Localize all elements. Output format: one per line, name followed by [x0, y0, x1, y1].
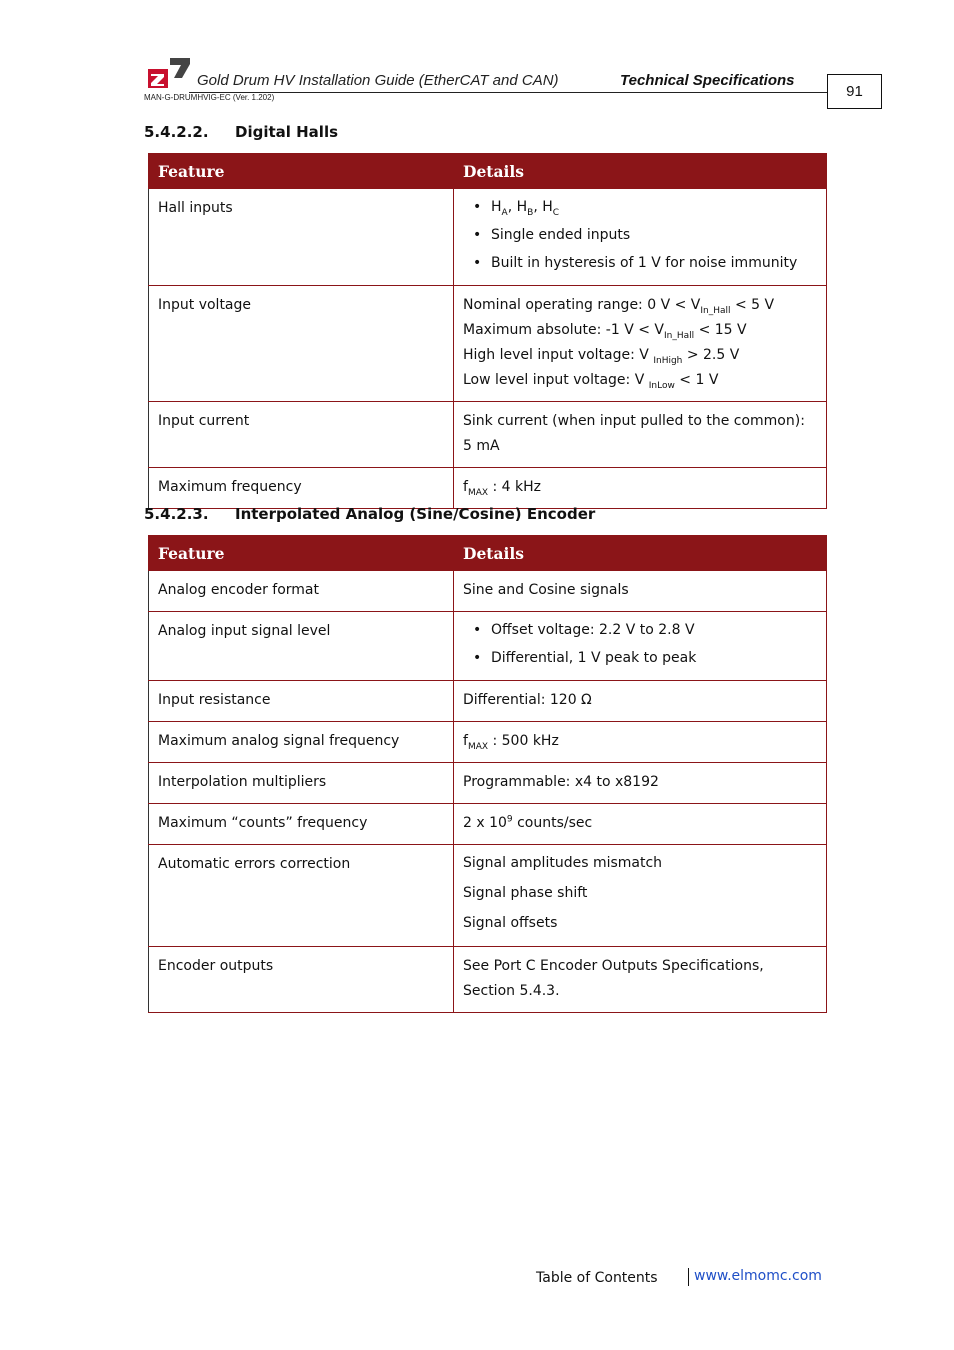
feature-cell: Analog encoder format	[149, 571, 454, 612]
details-cell	[454, 189, 827, 286]
halls-heading	[144, 123, 338, 141]
table-row	[149, 804, 827, 845]
details-cell: $f_{MAX}$ : 4 kHz	[454, 468, 827, 509]
website-link[interactable]: www.elmomc.com	[694, 1268, 822, 1284]
table-row	[149, 571, 827, 612]
list-item: • Single ended inputs	[491, 221, 818, 249]
details-cell	[454, 612, 827, 681]
encoder-table	[148, 535, 827, 1013]
feature-cell: Maximum analog signal frequency	[149, 722, 454, 763]
header-section-title: Technical Specifications	[620, 72, 795, 89]
footer-separator	[688, 1268, 689, 1286]
feature-cell: Encoder outputs	[149, 947, 454, 1013]
feature-cell: Input voltage	[149, 286, 454, 402]
table-row	[149, 722, 827, 763]
col-header-feature: Feature	[149, 154, 454, 189]
detail-line: Maximum absolute: -1 $V < V_{In\_Hall} < 15$ V	[463, 322, 747, 341]
list-item: • Offset voltage: 2.2 V to 2.8 V	[491, 616, 818, 644]
details-cell: See Port C Encoder Outputs Specifications, Section 5.4.3.	[454, 947, 827, 1013]
col-header-details: Details	[454, 154, 827, 189]
bullet-list	[463, 193, 818, 277]
feature-cell: Maximum “counts” frequency	[149, 804, 454, 845]
col-header-feature: Feature	[149, 536, 454, 571]
table-row	[149, 681, 827, 722]
document-title: Gold Drum HV Installation Guide (EtherCAT and CAN)	[197, 72, 559, 89]
col-header-details: Details	[454, 536, 827, 571]
halls-section-title: Digital Halls	[235, 123, 339, 141]
encoder-heading	[144, 505, 595, 523]
page-number: 91	[827, 74, 882, 109]
details-cell: 2 x $10^9$ counts/sec	[454, 804, 827, 845]
table-row	[149, 845, 827, 947]
feature-cell: Interpolation multipliers	[149, 763, 454, 804]
bullet-list	[463, 616, 818, 672]
header-rule	[189, 92, 827, 93]
halls-table	[148, 153, 827, 509]
table-row	[149, 947, 827, 1013]
table-row	[149, 612, 827, 681]
detail-line: Low level input voltage: V $_{InLow}$ < 1 V	[463, 372, 719, 391]
encoder-section-number: 5.4.2.3.	[144, 505, 209, 523]
details-cell: Differential: 120 Ω	[454, 681, 827, 722]
detail-line: Signal phase shift	[463, 885, 588, 901]
detail-line: Nominal operating range: 0 $V < V_{In\_Hall} < 5$ V	[463, 297, 775, 316]
table-row	[149, 286, 827, 402]
feature-cell: Automatic errors correction	[149, 845, 454, 947]
list-item: • Differential, 1 V peak to peak	[491, 644, 818, 672]
table-header-row	[149, 536, 827, 571]
feature-cell: Hall inputs	[149, 189, 454, 286]
elmo-logo	[148, 58, 190, 88]
details-cell: Programmable: x4 to x8192	[454, 763, 827, 804]
feature-cell: Input current	[149, 402, 454, 468]
document-code: MAN-G-DRUMHVIG-EC (Ver. 1.202)	[144, 93, 275, 102]
details-cell: $f_{MAX}$ : 500 kHz	[454, 722, 827, 763]
table-header-row	[149, 154, 827, 189]
details-cell: Sink current (when input pulled to the common): 5 mA	[454, 402, 827, 468]
table-of-contents-link[interactable]: Table of Contents	[536, 1270, 658, 1286]
feature-cell: Maximum frequency	[149, 468, 454, 509]
detail-line: High level input voltage: V $_{InHigh}$ > 2.5 V	[463, 347, 740, 366]
detail-line: Signal offsets	[463, 915, 558, 931]
list-item: • $H_A$, $H_B$, $H_C$	[491, 193, 818, 221]
feature-cell: Input resistance	[149, 681, 454, 722]
details-cell	[454, 845, 827, 947]
table-row	[149, 468, 827, 509]
table-row	[149, 763, 827, 804]
details-cell: Sine and Cosine signals	[454, 571, 827, 612]
encoder-section-title: Interpolated Analog (Sine/Cosine) Encoder	[235, 505, 596, 523]
detail-line: Signal amplitudes mismatch	[463, 855, 663, 871]
details-cell	[454, 286, 827, 402]
feature-cell: Analog input signal level	[149, 612, 454, 681]
table-row	[149, 189, 827, 286]
list-item: • Built in hysteresis of 1 V for noise immunity	[491, 249, 818, 277]
halls-section-number: 5.4.2.2.	[144, 123, 209, 141]
table-row	[149, 402, 827, 468]
